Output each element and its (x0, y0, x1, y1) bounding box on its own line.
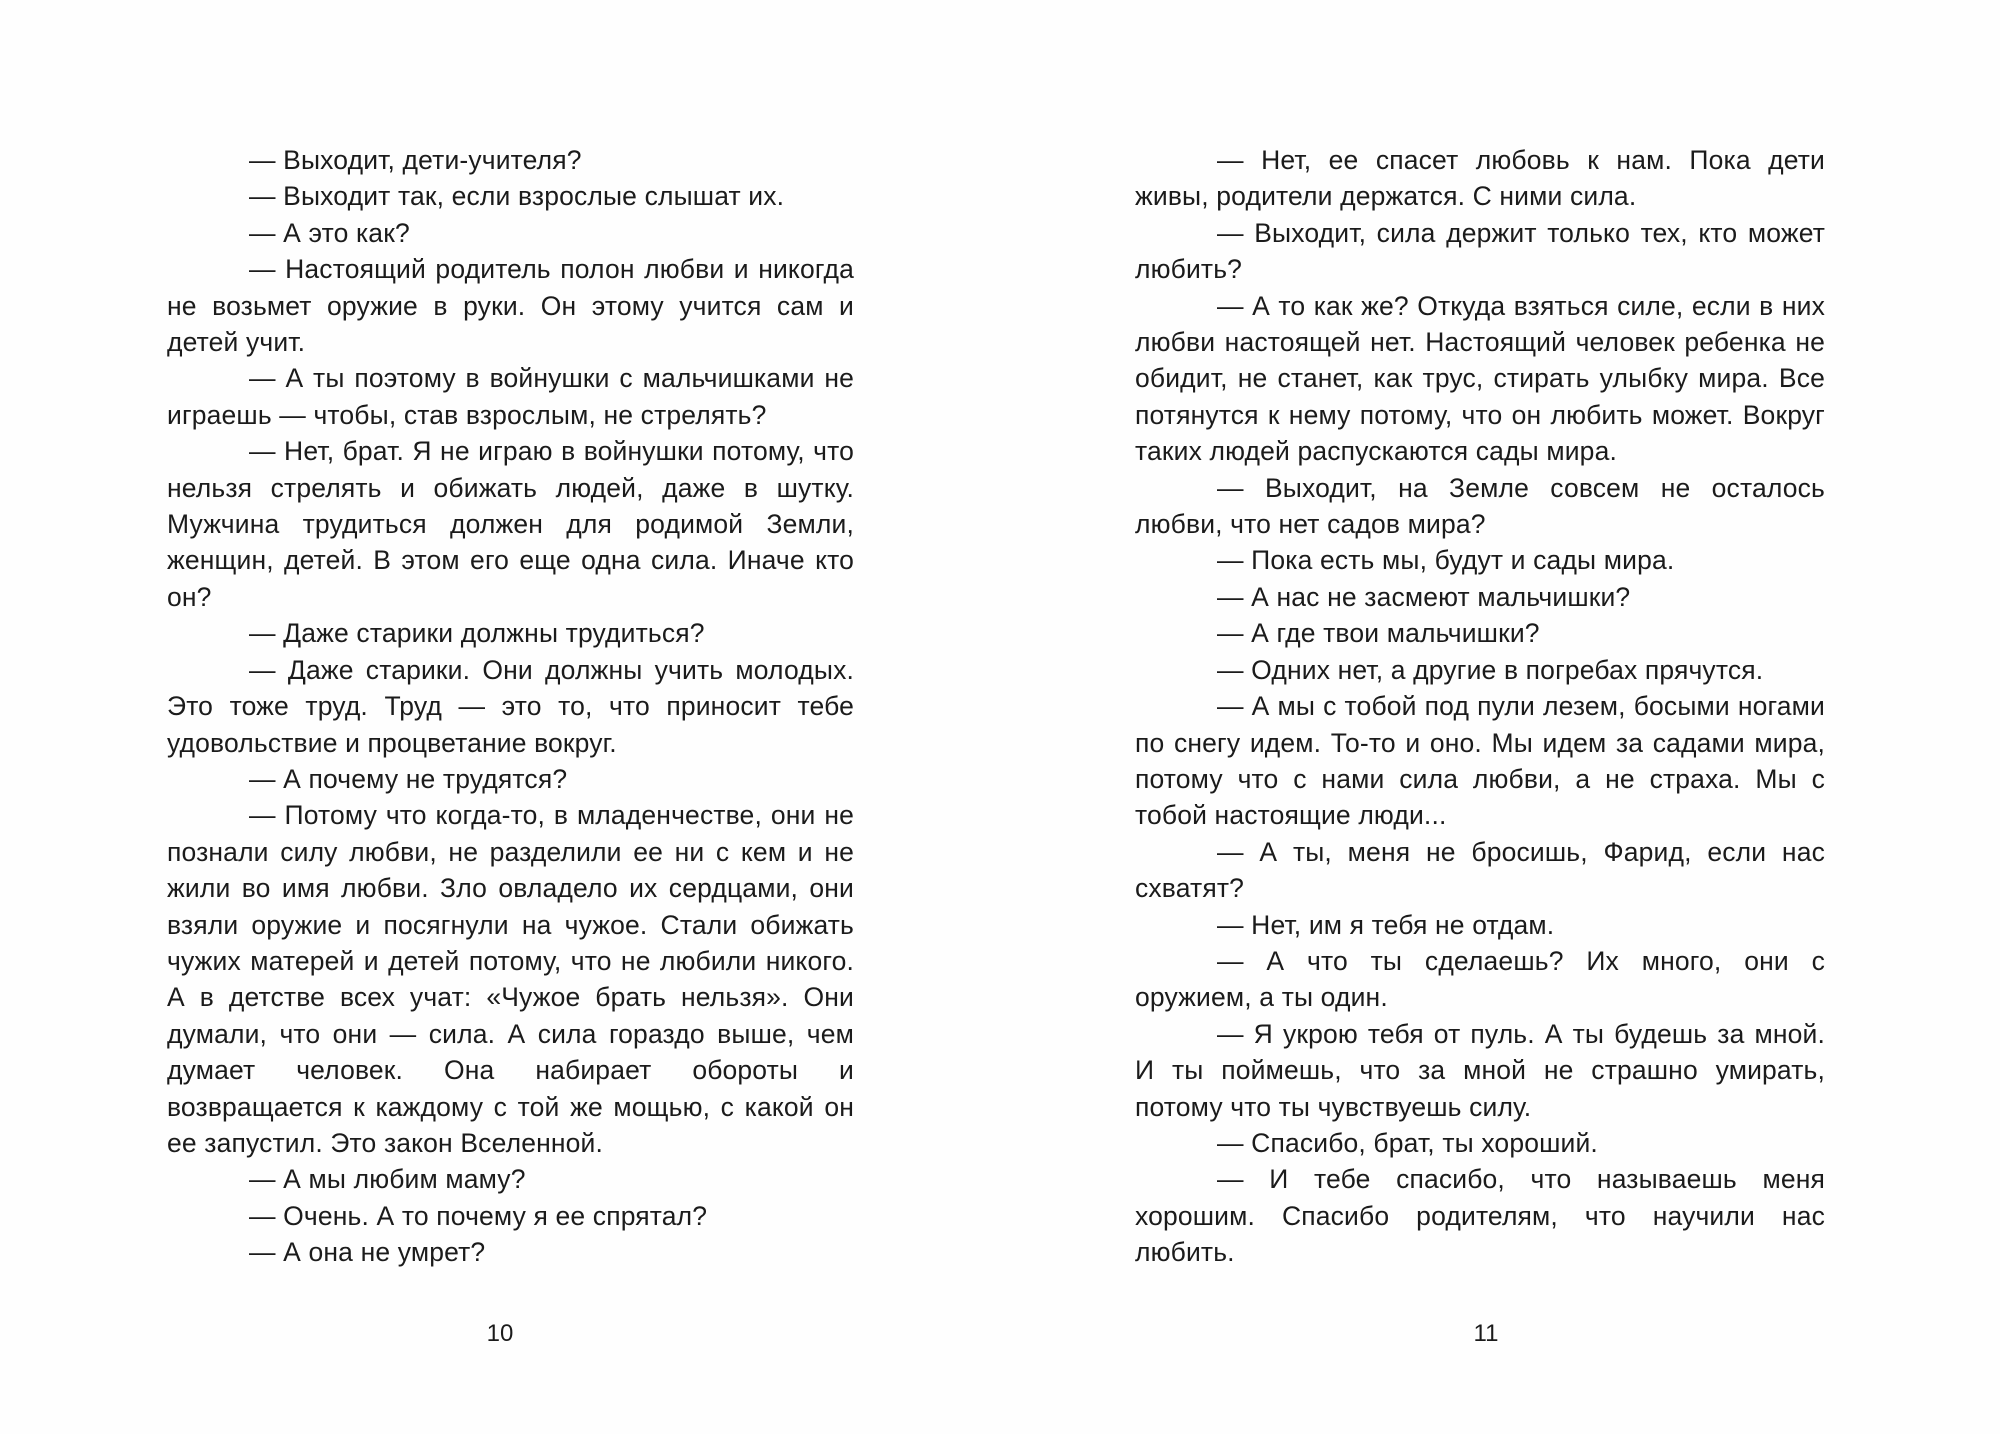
paragraph: — Нет, брат. Я не играю в войнушки потому, что нельзя стрелять и обижать людей, даже в шутку. Мужчина трудиться должен для родимой Земли, женщин, детей. В этом его еще одна сила. Иначе кто он? (167, 436, 854, 612)
left-page-text (167, 142, 854, 1271)
page-number-right: 11 (1473, 1320, 1499, 1347)
paragraph: — Пока есть мы, будут и сады мира. (1217, 545, 1675, 576)
paragraph: — Даже старики. Они должны учить молодых. Это тоже труд. Труд — это то, что приносит тебе удовольствие и процветание вокруг. (167, 654, 854, 758)
paragraph: — А почему не трудятся? (249, 763, 568, 794)
paragraph: — Выходит, на Земле совсем не осталось любви, что нет садов мира? (1135, 472, 1825, 540)
paragraph: — Настоящий родитель полон любви и никогда не возьмет оружие в руки. Он этому учится сам и детей учит. (167, 254, 854, 358)
paragraph: — Потому что когда-то, в младенчестве, они не познали силу любви, не разделили ее ни с кем и не жили во имя любви. Зло овладело их сердцами, они взяли оружие и посягнули на чужое. Стали обижать чужих матерей и детей потому, что не любили никого. А в детстве всех учат: «Чужое брать нельзя». Они думали, что они — сила. А сила гораздо выше, чем думает человек. Она набирает обороты и возвращается к каждому с той же мощью, с какой он ее запустил. Это закон Вселенной. (167, 800, 854, 1158)
paragraph: — Выходит, дети-учителя? (249, 145, 582, 175)
paragraph: — А ты, меня не бросишь, Фарид, если нас схватят? (1135, 836, 1825, 904)
paragraph: — А мы любим маму? (249, 1164, 526, 1195)
paragraph: — Я укрою тебя от пуль. А ты будешь за мной. И ты поймешь, что за мной не страшно умирать, потому что ты чувствуешь силу. (1135, 1018, 1825, 1122)
paragraph: — А нас не засмеют мальчишки? (1217, 581, 1631, 612)
paragraph: — А она не умрет? (249, 1237, 486, 1268)
right-page (1000, 0, 2000, 1434)
paragraph: — Даже старики должны трудиться? (249, 618, 705, 649)
right-page-text (1135, 142, 1825, 1271)
paragraph: — Выходит так, если взрослые слышат их. (249, 181, 785, 212)
paragraph: — И тебе спасибо, что называешь меня хорошим. Спасибо родителям, что научили нас любить. (1135, 1164, 1825, 1268)
paragraph: — Выходит, сила держит только тех, кто может любить? (1135, 217, 1825, 285)
paragraph: — Одних нет, а другие в погребах прячутся. (1217, 654, 1764, 685)
paragraph: — А это как? (249, 217, 410, 248)
paragraph: — А что ты сделаешь? Их много, они с оружием, а ты один. (1135, 945, 1825, 1013)
paragraph: — Спасибо, брат, ты хороший. (1217, 1127, 1598, 1158)
page-number-left: 10 (486, 1320, 514, 1347)
paragraph: — А мы с тобой под пули лезем, босыми ногами по снегу идем. То-то и оно. Мы идем за садами мира, потому что с нами сила любви, а не страха. Мы с тобой настоящие люди... (1135, 691, 1825, 831)
paragraph: — Очень. А то почему я ее спрятал? (249, 1200, 708, 1231)
paragraph: — А то как же? Откуда взяться силе, если в них любви настоящей нет. Настоящий человек ребенка не обидит, не станет, как трус, стирать улыбку мира. Все потянутся к нему потому, что он любить может. Вокруг таких людей распускаются сады мира. (1135, 290, 1825, 467)
paragraph: — Нет, им я тебя не отдам. (1217, 909, 1555, 940)
paragraph: — Нет, ее спасет любовь к нам. Пока дети живы, родители держатся. С ними сила. (1135, 145, 1825, 212)
paragraph: — А ты поэтому в войнушки с мальчишками не играешь — чтобы, став взрослым, не стрелять? (167, 363, 854, 430)
paragraph: — А где твои мальчишки? (1217, 618, 1540, 649)
